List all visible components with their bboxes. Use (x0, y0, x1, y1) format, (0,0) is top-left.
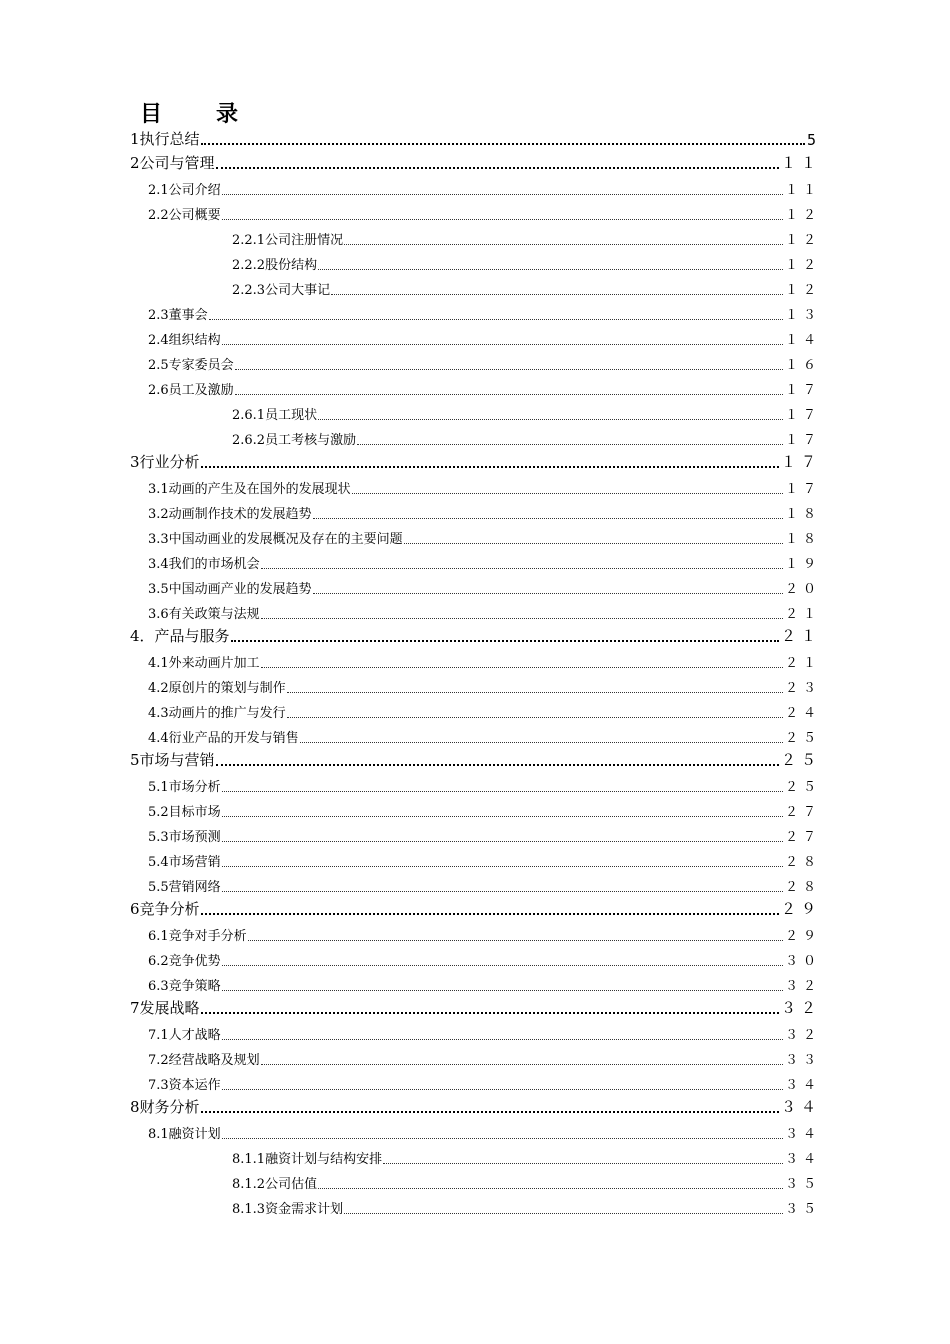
dot-leader (300, 741, 783, 743)
toc-entry[interactable] (130, 575, 821, 600)
dot-leader (201, 465, 779, 468)
dot-leader (222, 193, 783, 195)
toc-entry-label: 5.2目标市场 (148, 805, 221, 820)
toc-entry-page-number: ２８ (784, 880, 821, 895)
toc-entry-label: 3.3中国动画业的发展概况及存在的主要问题 (148, 532, 403, 547)
dot-leader (222, 840, 783, 842)
toc-entry-page-number: ２９ (784, 929, 821, 944)
toc-entry-page-number: ３０ (784, 954, 821, 969)
toc-entry-page-number: １８ (784, 532, 821, 547)
toc-entry-label: 2.2.2股份结构 (232, 258, 318, 273)
toc-entry-label: 3.4我们的市场机会 (148, 557, 260, 572)
toc-entry-page-number: 5 (806, 131, 821, 149)
toc-entry-label: 3.5中国动画产业的发展趋势 (148, 582, 312, 597)
toc-entry-page-number: ２１ (784, 607, 821, 622)
toc-entry[interactable] (130, 749, 821, 773)
toc-entry[interactable] (130, 326, 821, 351)
toc-entry-page-number: ３４ (784, 1078, 821, 1093)
dot-leader (383, 1162, 783, 1164)
toc-entry-page-number: ２１ (780, 627, 821, 645)
toc-entry[interactable] (130, 550, 821, 575)
toc-entry[interactable] (130, 625, 821, 649)
toc-entry[interactable] (130, 376, 821, 401)
toc-entry-label: 4.3动画片的推广与发行 (148, 706, 286, 721)
dot-leader (235, 368, 783, 370)
toc-entry-label: 2.2.1公司注册情况 (232, 233, 344, 248)
toc-entry-page-number: ２８ (784, 855, 821, 870)
toc-entry[interactable] (130, 1021, 821, 1046)
toc-entry-label: 3.6有关政策与法规 (148, 607, 260, 622)
toc-entry[interactable] (130, 674, 821, 699)
toc-entry-page-number: ２５ (784, 780, 821, 795)
toc-entry[interactable] (130, 351, 821, 376)
dot-leader (201, 912, 779, 915)
toc-entry[interactable] (130, 873, 821, 898)
toc-entry-label: 2.2.3公司大事记 (232, 283, 331, 298)
dot-leader (222, 815, 783, 817)
toc-entry-label: 7.1人才战略 (148, 1028, 221, 1043)
toc-entry[interactable] (130, 1170, 821, 1195)
dot-leader (222, 989, 783, 991)
toc-title: 目 录 (140, 102, 255, 127)
toc-entry-page-number: ３４ (784, 1127, 821, 1142)
dot-leader (261, 567, 783, 569)
toc-entry[interactable] (130, 525, 821, 550)
toc-entry[interactable] (130, 251, 821, 276)
toc-entry-label: 8.1.1融资计划与结构安排 (232, 1152, 383, 1167)
toc-entry-label: 6.2竞争优势 (148, 954, 221, 969)
toc-entry-page-number: ３２ (780, 999, 821, 1017)
toc-entry[interactable] (130, 276, 821, 301)
toc-entry-label: 2.6.2员工考核与激励 (232, 433, 357, 448)
dot-leader (201, 1011, 779, 1014)
toc-entry-page-number: １４ (784, 333, 821, 348)
toc-entry-page-number: ３２ (784, 979, 821, 994)
toc-entry-page-number: ２３ (784, 681, 821, 696)
toc-entry[interactable] (130, 798, 821, 823)
toc-entry[interactable] (130, 898, 821, 922)
toc-entry-page-number: ２７ (784, 830, 821, 845)
toc-entry-label: 7.3资本运作 (148, 1078, 221, 1093)
dot-leader (222, 343, 783, 345)
dot-leader (318, 418, 783, 420)
toc-entry-page-number: ２４ (784, 706, 821, 721)
toc-entry-label: 6.3竞争策略 (148, 979, 221, 994)
toc-entry-label: 3.2动画制作技术的发展趋势 (148, 507, 312, 522)
toc-entry-page-number: １６ (784, 358, 821, 373)
dot-leader (287, 716, 783, 718)
toc-entry-label: 4.4衍业产品的开发与销售 (148, 731, 299, 746)
toc-entry-page-number: ３４ (784, 1152, 821, 1167)
toc-entry-label: 3.1动画的产生及在国外的发展现状 (148, 482, 351, 497)
toc-entry[interactable] (130, 1145, 821, 1170)
dot-leader (222, 964, 783, 966)
toc-entry[interactable] (130, 922, 821, 947)
toc-entry-page-number: ３５ (784, 1202, 821, 1217)
toc-entry-page-number: ３３ (784, 1053, 821, 1068)
dot-leader (222, 890, 783, 892)
dot-leader (313, 517, 783, 519)
toc-entry-page-number: ３５ (784, 1177, 821, 1192)
toc-entry[interactable] (130, 1096, 821, 1120)
toc-entry-page-number: １７ (780, 453, 821, 471)
toc-entry[interactable] (130, 649, 821, 674)
toc-entry[interactable] (130, 699, 821, 724)
toc-entry-label: 5.5营销网络 (148, 880, 221, 895)
toc-entry-label: 1执行总结 (130, 130, 200, 148)
table-of-contents (130, 128, 821, 1220)
dot-leader (231, 639, 779, 642)
dot-leader (318, 1187, 783, 1189)
toc-entry-label: 7.2经营战略及规划 (148, 1053, 260, 1068)
toc-entry[interactable] (130, 1195, 821, 1220)
toc-entry-page-number: ２５ (780, 751, 821, 769)
toc-entry-page-number: １７ (784, 383, 821, 398)
dot-leader (261, 666, 783, 668)
toc-entry[interactable] (130, 301, 821, 326)
toc-entry[interactable] (130, 426, 821, 451)
toc-entry-page-number: １１ (780, 154, 821, 172)
toc-entry-label: 6.1竞争对手分析 (148, 929, 247, 944)
toc-entry[interactable] (130, 451, 821, 475)
dot-leader (357, 443, 783, 445)
dot-leader (318, 268, 783, 270)
toc-entry-page-number: １２ (784, 283, 821, 298)
dot-leader (222, 1137, 783, 1139)
toc-entry-label: 4．产品与服务 (130, 627, 230, 645)
toc-entry-label: 3行业分析 (130, 453, 200, 471)
toc-entry-page-number: １７ (784, 433, 821, 448)
dot-leader (344, 1212, 783, 1214)
toc-entry-label: 2.5专家委员会 (148, 358, 234, 373)
dot-leader (201, 1110, 779, 1113)
toc-entry-label: 2.4组织结构 (148, 333, 221, 348)
dot-leader (201, 142, 805, 145)
toc-entry[interactable] (130, 152, 821, 176)
dot-leader (222, 1038, 783, 1040)
toc-entry-label: 5.3市场预测 (148, 830, 221, 845)
toc-entry[interactable] (130, 475, 821, 500)
toc-entry-label: 5市场与营销 (130, 751, 215, 769)
toc-entry-page-number: １７ (784, 482, 821, 497)
toc-entry[interactable] (130, 997, 821, 1021)
toc-entry[interactable] (130, 176, 821, 201)
dot-leader (404, 542, 783, 544)
dot-leader (222, 790, 783, 792)
toc-entry[interactable] (130, 226, 821, 251)
toc-entry-page-number: １２ (784, 258, 821, 273)
toc-entry[interactable] (130, 600, 821, 625)
dot-leader (222, 865, 783, 867)
toc-entry-label: 8财务分析 (130, 1098, 200, 1116)
toc-entry[interactable] (130, 1120, 821, 1145)
toc-entry-label: 8.1.2公司估值 (232, 1177, 318, 1192)
toc-entry-page-number: １３ (784, 308, 821, 323)
toc-entry-page-number: １１ (784, 183, 821, 198)
dot-leader (344, 243, 783, 245)
toc-entry-label: 8.1融资计划 (148, 1127, 221, 1142)
toc-entry-label: 5.4市场营销 (148, 855, 221, 870)
dot-leader (331, 293, 783, 295)
dot-leader (352, 492, 783, 494)
toc-entry-label: 2.2公司概要 (148, 208, 221, 223)
toc-entry-page-number: ２７ (784, 805, 821, 820)
toc-entry-page-number: １７ (784, 408, 821, 423)
toc-entry-label: 2.6员工及激励 (148, 383, 234, 398)
dot-leader (209, 318, 783, 320)
dot-leader (313, 592, 783, 594)
toc-entry-page-number: １８ (784, 507, 821, 522)
dot-leader (248, 939, 783, 941)
toc-entry-page-number: ２１ (784, 656, 821, 671)
toc-entry-label: 2公司与管理 (130, 154, 215, 172)
toc-entry-page-number: ３２ (784, 1028, 821, 1043)
toc-entry-label: 4.2原创片的策划与制作 (148, 681, 286, 696)
toc-entry[interactable] (130, 972, 821, 997)
toc-entry[interactable] (130, 823, 821, 848)
toc-entry-label: 6竞争分析 (130, 900, 200, 918)
toc-entry[interactable] (130, 401, 821, 426)
toc-entry-label: 8.1.3资金需求计划 (232, 1202, 344, 1217)
toc-entry[interactable] (130, 500, 821, 525)
toc-entry-page-number: １２ (784, 233, 821, 248)
toc-entry-label: 5.1市场分析 (148, 780, 221, 795)
toc-entry[interactable] (130, 848, 821, 873)
toc-entry-label: 4.1外来动画片加工 (148, 656, 260, 671)
toc-entry[interactable] (130, 1046, 821, 1071)
dot-leader (235, 393, 783, 395)
toc-entry[interactable] (130, 1071, 821, 1096)
toc-entry[interactable] (130, 773, 821, 798)
toc-entry-page-number: １２ (784, 208, 821, 223)
toc-entry-page-number: ３４ (780, 1098, 821, 1116)
toc-entry[interactable] (130, 724, 821, 749)
toc-entry-label: 2.1公司介绍 (148, 183, 221, 198)
dot-leader (222, 1088, 783, 1090)
toc-entry[interactable] (130, 128, 821, 152)
toc-entry-page-number: ２０ (784, 582, 821, 597)
dot-leader (261, 1063, 783, 1065)
dot-leader (216, 763, 779, 766)
toc-entry-label: 7发展战略 (130, 999, 200, 1017)
toc-entry-label: 2.3董事会 (148, 308, 208, 323)
dot-leader (287, 691, 783, 693)
dot-leader (216, 166, 779, 169)
toc-entry-page-number: １９ (784, 557, 821, 572)
dot-leader (222, 218, 783, 220)
toc-entry[interactable] (130, 947, 821, 972)
toc-entry-page-number: ２５ (784, 731, 821, 746)
toc-entry[interactable] (130, 201, 821, 226)
dot-leader (261, 617, 783, 619)
toc-entry-label: 2.6.1员工现状 (232, 408, 318, 423)
toc-entry-page-number: ２９ (780, 900, 821, 918)
